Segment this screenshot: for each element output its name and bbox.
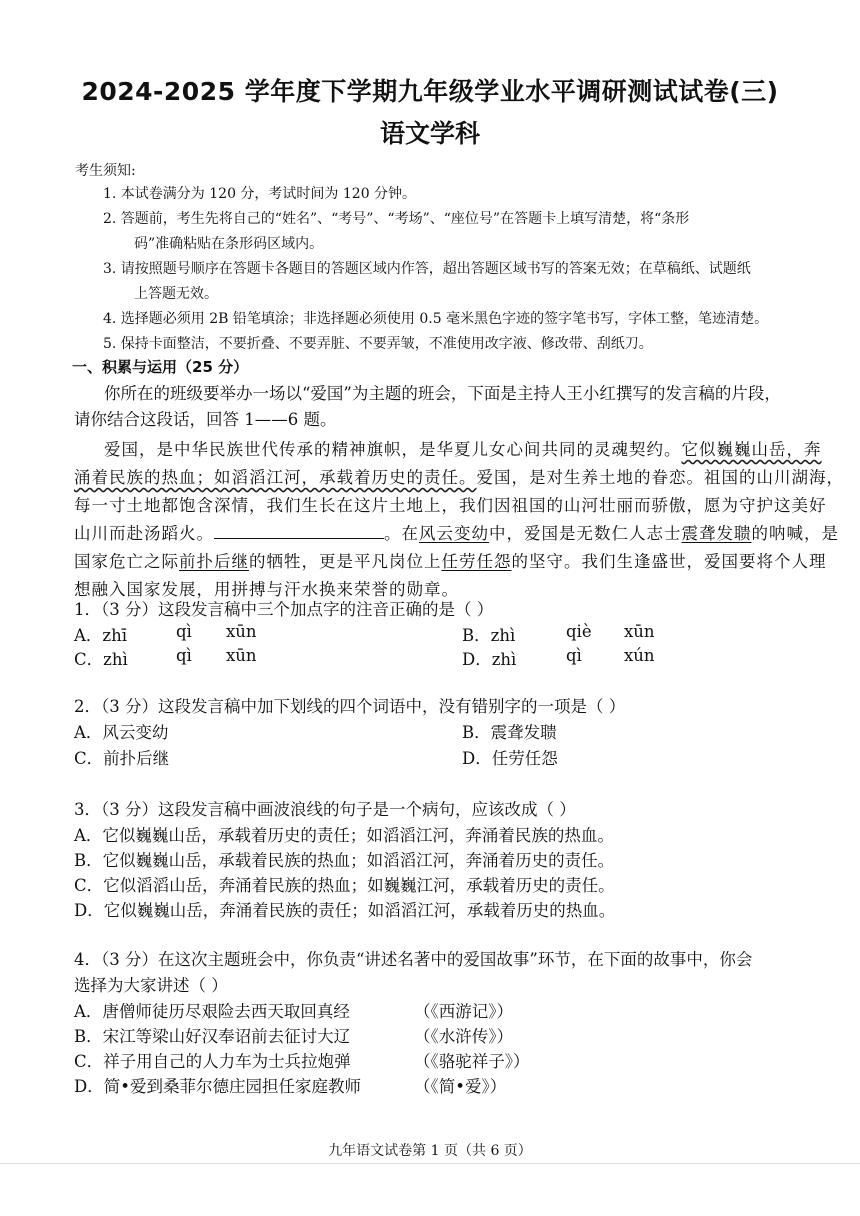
option-d-book: （《简•爱》）: [414, 1077, 507, 1096]
option-c: C．它似滔滔山岳，奔涌着民族的热血；如巍巍江河，承载着历史的责任。: [74, 876, 615, 895]
option-b: B．宋江等梁山好汉奉诏前去征讨大辽: [74, 1027, 351, 1046]
option-c: C．祥子用自己的人力车为士兵拉炮弹: [74, 1052, 351, 1071]
option-b-book: （《水浒传》）: [414, 1027, 513, 1046]
subject-title: 语文学科: [379, 119, 480, 148]
underlined-word: 任劳任怨: [441, 552, 512, 571]
passage-text: 。在: [384, 524, 419, 543]
option-c-book: （《骆驼祥子》）: [414, 1052, 530, 1071]
option-d-pinyin: xún: [624, 646, 655, 665]
option-c-pinyin: xūn: [226, 646, 257, 665]
option-b-pinyin: xūn: [624, 622, 655, 641]
notice-item: 4. 选择题必须用 2B 铅笔填涂；非选择题必须使用 0.5 毫米黑色字迹的签字笔书写，字体工整，笔迹清楚。: [103, 311, 769, 327]
passage-text: 山川而赴汤蹈火。: [74, 524, 214, 543]
option-c-pinyin: qì: [176, 646, 192, 665]
option-d: D．它似巍巍山岳，奔涌着民族的责任；如滔滔江河，承载着历史的热血。: [74, 901, 616, 920]
passage-text: 中，爱国是无数仁人志士: [489, 524, 682, 543]
answer-blank: [214, 524, 384, 539]
option-b-pinyin: qiè: [566, 622, 592, 641]
passage-text: 的坚守。我们生逢盛世，爱国要将个人理: [511, 552, 827, 571]
passage-text: 的呐喊，是: [751, 524, 839, 543]
wavy-sentence: 涌着民族的热血；如滔滔江河，承载着历史的责任。: [74, 468, 477, 487]
intro-text: 你所在的班级要举办一场以“爱国”为主题的班会，下面是主持人王小红撰写的发言稿的片段，: [104, 384, 781, 403]
question-stem: 4．（3 分）在这次主题班会中，你负责“讲述名著中的爱国故事”环节，在下面的故事中，你会: [74, 950, 753, 969]
page-footer: 九年语文试卷第 1 页（共 6 页）: [328, 1143, 532, 1159]
wavy-sentence: 它似巍巍山岳，奔: [681, 440, 822, 459]
option-d-pinyin: qì: [566, 646, 582, 665]
option-a: A．zhī: [74, 626, 128, 645]
passage-text: 爱国，是对生养土地的眷恋。祖国的山川湖海，: [476, 468, 844, 487]
footer-divider: [0, 1163, 860, 1164]
exam-title: 2024-2025 学年度下学期九年级学业水平调研测试试卷(三): [81, 77, 779, 106]
option-d: D．任劳任怨: [462, 749, 558, 768]
question-stem: 选择为大家讲述（ ）: [74, 976, 228, 995]
option-d: D．zhì: [462, 650, 517, 669]
option-c: C．zhì: [74, 650, 128, 669]
option-b: B．震聋发聩: [462, 723, 557, 742]
notice-heading: 考生须知:: [75, 163, 136, 179]
passage-text: 想融入国家发展，用拼搏与汗水换来荣誉的勋章。: [74, 580, 459, 599]
question-stem: 2．（3 分）这段发言稿中加下划线的四个词语中，没有错别字的一项是（ ）: [74, 697, 626, 716]
notice-item: 1. 本试卷满分为 120 分，考试时间为 120 分钟。: [103, 186, 417, 202]
underlined-word: 震聋发聩: [681, 524, 752, 543]
option-d: D．简•爱到桑菲尔德庄园担任家庭教师: [74, 1077, 361, 1096]
option-a: A．唐僧师徒历尽艰险去西天取回真经: [74, 1002, 350, 1021]
option-a-book: （《西游记》）: [414, 1002, 513, 1021]
passage-text: 每一寸土地都饱含深情，我们生长在这片土地上，我们因祖国的山河壮丽而骄傲，愿为守护这美好: [74, 496, 827, 515]
notice-item: 2. 答题前，考生先将自己的“姓名”、“考号”、“考场”、“座位号”在答题卡上填写清楚，将“条形: [103, 211, 690, 227]
notice-item: 3. 请按照题号顺序在答题卡各题目的答题区域内作答，超出答题区域书写的答案无效；在草稿纸、试题纸: [103, 261, 751, 277]
underlined-word: 前扑后继: [179, 552, 249, 571]
option-a: A．它似巍巍山岳，承载着历史的责任；如滔滔江河，奔涌着民族的热血。: [74, 826, 614, 845]
intro-text: 请你结合这段话，回答 1——6 题。: [74, 410, 337, 429]
passage-text: 的牺牲，更是平凡岗位上: [249, 552, 442, 571]
question-stem: 1．（3 分）这段发言稿中三个加点字的注音正确的是（ ）: [74, 600, 494, 619]
section-heading: 一、积累与运用（25 分）: [72, 358, 249, 376]
option-a-pinyin: xūn: [226, 622, 257, 641]
underlined-word: 风云变幼: [419, 524, 489, 543]
option-a: A．风云变幼: [74, 723, 169, 742]
option-c: C．前扑后继: [74, 749, 170, 768]
question-stem: 3．（3 分）这段发言稿中画波浪线的句子是一个病句，应该改成（ ）: [74, 800, 576, 819]
option-b: B．它似巍巍山岳，承载着民族的热血；如滔滔江河，奔涌着历史的责任。: [74, 851, 615, 870]
notice-item: 上答题无效。: [134, 286, 218, 302]
notice-item: 码”准确粘贴在条形码区域内。: [134, 236, 324, 252]
passage-text: 国家危亡之际: [74, 552, 179, 571]
passage-text: 爱国，是中华民族世代传承的精神旗帜，是华夏儿女心间共同的灵魂契约。: [104, 440, 682, 459]
option-a-pinyin: qì: [176, 622, 192, 641]
notice-item: 5. 保持卡面整洁，不要折叠、不要弄脏、不要弄皱，不准使用改字液、修改带、刮纸刀。: [103, 336, 653, 352]
option-b: B．zhì: [462, 626, 516, 645]
